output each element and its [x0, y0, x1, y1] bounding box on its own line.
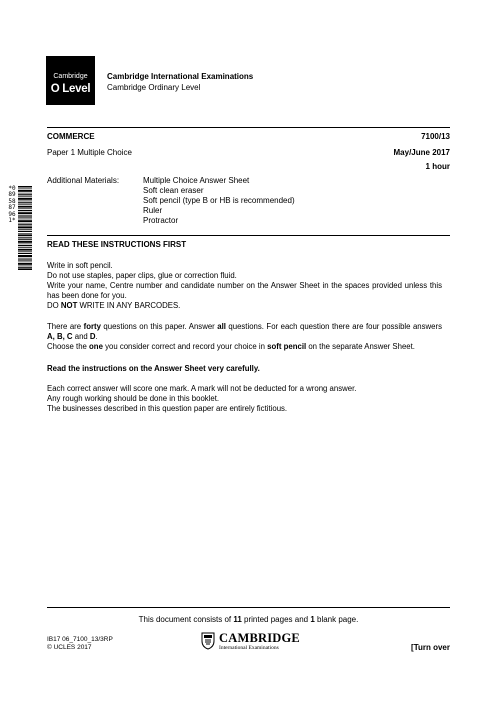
- page-count: [47, 615, 450, 625]
- instruction-line: [47, 301, 442, 311]
- materials-list: [143, 176, 295, 226]
- instruction-text: .: [95, 332, 98, 341]
- instructions-block-3: [47, 384, 442, 414]
- material-item: Multiple Choice Answer Sheet: [143, 176, 250, 185]
- instruction-line: Write your name, Centre number and candidate number on the Answer Sheet in the spaces provided unless this has been done for you.: [47, 281, 442, 300]
- instruction-emphasis: D: [89, 332, 96, 341]
- instruction-emphasis: A, B, C: [47, 332, 73, 341]
- instruction-text: Choose the: [47, 342, 90, 351]
- instruction-text: There are: [47, 322, 84, 331]
- exam-session: May/June 2017: [393, 148, 450, 157]
- instruction-text: you consider correct and record your choice in: [102, 342, 268, 351]
- page-count-text: blank page.: [314, 615, 359, 624]
- material-item: Protractor: [143, 216, 179, 225]
- exam-duration: 1 hour: [425, 162, 450, 171]
- instruction-line: Write in soft pencil.: [47, 261, 113, 270]
- material-item: Soft pencil (type B or HB is recommended): [143, 196, 295, 205]
- instruction-text: questions on this paper. Answer: [100, 322, 218, 331]
- materials-rule: [47, 235, 450, 236]
- instruction-line: Any rough working should be done in this booklet.: [47, 394, 220, 403]
- instruction-text: questions. For each question there are four possible answers: [225, 322, 442, 331]
- materials-label: Additional Materials:: [47, 176, 120, 185]
- paper-name: Paper 1 Multiple Choice: [47, 148, 132, 157]
- instruction-line: [47, 342, 442, 352]
- instruction-text: and: [72, 332, 90, 341]
- logo-top-text: Cambridge: [53, 73, 88, 80]
- instructions-block-2: [47, 322, 442, 352]
- document-reference: IB17 06_7100_13/3RP: [47, 636, 113, 643]
- instruction-line: Do not use staples, paper clips, glue or correction fluid.: [47, 271, 237, 280]
- qualification-level: Cambridge Ordinary Level: [107, 83, 201, 92]
- material-item: Soft clean eraser: [143, 186, 204, 195]
- barcode: [8, 186, 34, 270]
- instructions-block-1: [47, 261, 442, 311]
- instruction-line: [47, 322, 442, 342]
- page-count-text: printed pages and: [241, 615, 311, 624]
- cambridge-o-level-logo: [46, 56, 95, 105]
- subject-title: COMMERCE: [47, 132, 95, 141]
- org-name: Cambridge International Examinations: [107, 72, 254, 81]
- cambridge-wordmark-sub: International Examinations: [219, 645, 279, 651]
- instructions-heading: READ THESE INSTRUCTIONS FIRST: [47, 240, 187, 249]
- page-count-number: 11: [233, 615, 242, 624]
- instruction-emphasis: one: [89, 342, 103, 351]
- instruction-emphasis: NOT: [60, 301, 78, 310]
- barcode-number: *0895887961*: [8, 185, 16, 225]
- instruction-line: The businesses described in this question paper are entirely fictitious.: [47, 404, 288, 413]
- instruction-emphasis: soft pencil: [267, 342, 307, 351]
- answer-sheet-note: Read the instructions on the Answer Sheet very carefully.: [47, 364, 260, 373]
- page-count-number: 1: [310, 615, 315, 624]
- instruction-text: DO: [47, 301, 61, 310]
- material-item: Ruler: [143, 206, 163, 215]
- logo-main-text: O Level: [50, 83, 91, 95]
- cambridge-wordmark: CAMBRIDGE: [219, 631, 300, 645]
- top-rule: [47, 127, 450, 128]
- turn-over: [Turn over: [411, 643, 450, 652]
- syllabus-code: 7100/13: [421, 132, 450, 141]
- barcode-bars: [18, 186, 32, 270]
- instruction-text: WRITE IN ANY BARCODES.: [77, 301, 181, 310]
- instruction-emphasis: all: [217, 322, 226, 331]
- footer-rule: [47, 607, 450, 608]
- instruction-line: Each correct answer will score one mark. A mark will not be deducted for a wrong answer.: [47, 384, 357, 393]
- copyright-notice: © UCLES 2017: [47, 644, 92, 651]
- cambridge-crest-icon: [201, 632, 215, 650]
- page-count-text: This document consists of: [138, 615, 234, 624]
- instruction-text: on the separate Answer Sheet.: [306, 342, 415, 351]
- instruction-emphasis: forty: [83, 322, 101, 331]
